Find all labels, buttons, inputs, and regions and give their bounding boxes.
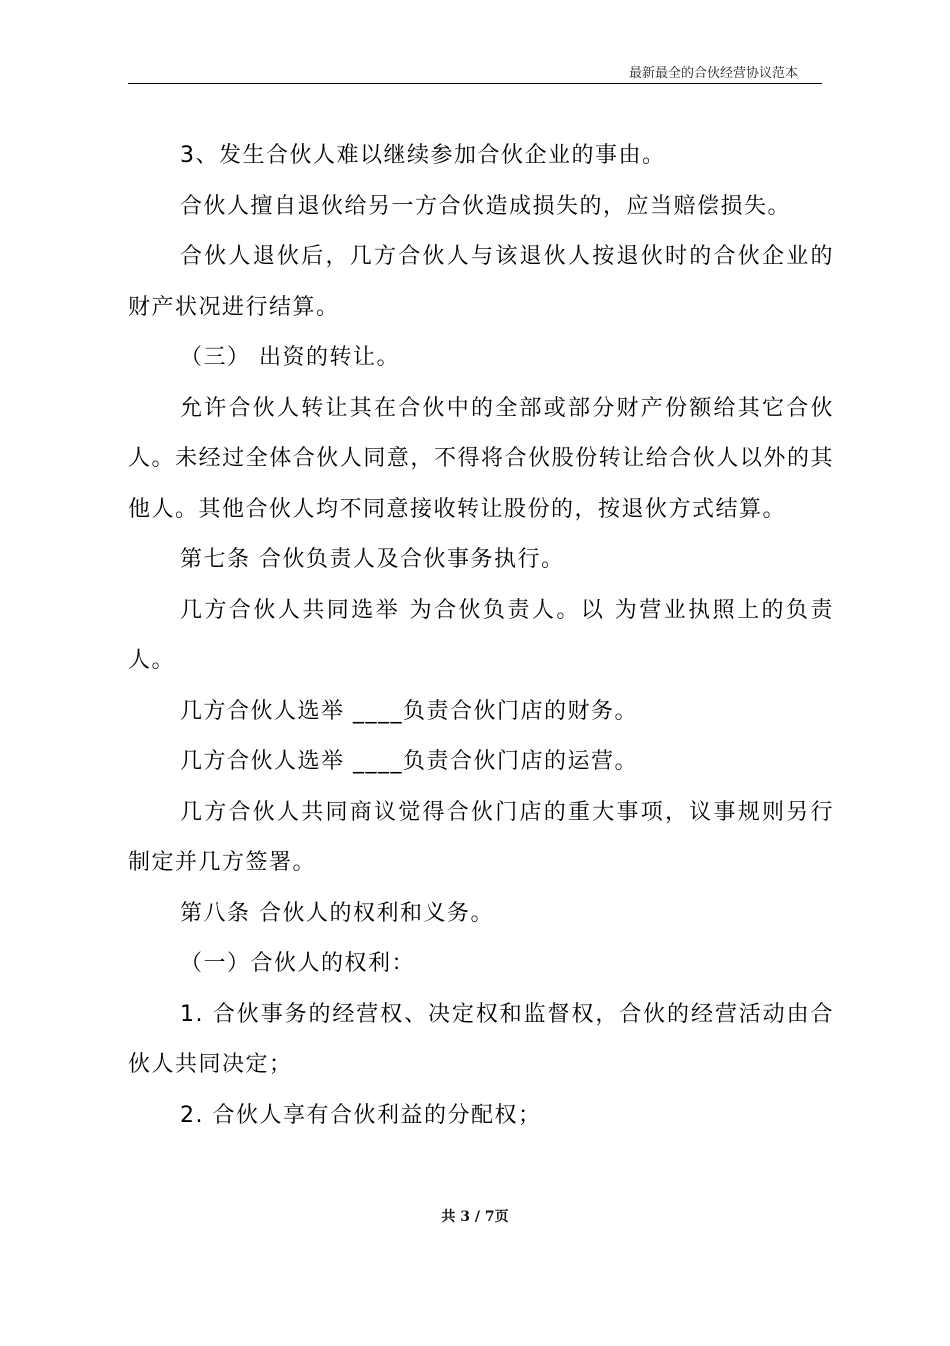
paragraph-exit-settlement: 合伙人退伙后，几方合伙人与该退伙人按退伙时的合伙企业的财产状况进行结算。 (128, 244, 834, 320)
paragraph-elect-operations: 几方合伙人选举 ____负责合伙门店的运营。 (180, 749, 638, 774)
paragraph-elect-finance: 几方合伙人选举 ____负责合伙门店的财务。 (180, 698, 638, 724)
paragraph-exit-reason-3: 3、发生合伙人难以继续参加合伙企业的事由。 (180, 143, 666, 168)
page-number: 共 3 / 7页 (441, 1209, 509, 1225)
paragraph-elect-leader: 几方合伙人共同选举 为合伙负责人。以 为营业执照上的负责人。 (128, 597, 834, 673)
document-body (128, 131, 834, 1141)
document-header-title: 最新最全的合伙经营协议范本 (628, 66, 798, 81)
paragraph-major-matters: 几方合伙人共同商议觉得合伙门店的重大事项，议事规则另行制定并几方签署。 (128, 799, 834, 875)
section-heading-partner-rights: （一）合伙人的权利： (180, 951, 416, 976)
article-7-heading: 第七条 合伙负责人及合伙事务执行。 (180, 547, 565, 572)
paragraph-unauthorized-exit: 合伙人擅自退伙给另一方合伙造成损失的，应当赔偿损失。 (180, 193, 792, 219)
paragraph-transfer-rules: 允许合伙人转让其在合伙中的全部或部分财产份额给其它合伙人。未经过全体合伙人同意，不得将合伙股份转让给合伙人以外的其他人。其他合伙人均不同意接收转让股份的，按退伙方式结算。 (128, 395, 834, 522)
article-8-heading: 第八条 合伙人的权利和义务。 (180, 900, 494, 926)
section-heading-capital-transfer: （三） 出资的转让。 (180, 345, 400, 370)
list-item-right-2: 2. 合伙人享有合伙利益的分配权； (180, 1102, 542, 1128)
header-divider (128, 83, 822, 84)
list-item-right-1: 1. 合伙事务的经营权、决定权和监督权，合伙的经营活动由合伙人共同决定； (128, 1001, 834, 1077)
